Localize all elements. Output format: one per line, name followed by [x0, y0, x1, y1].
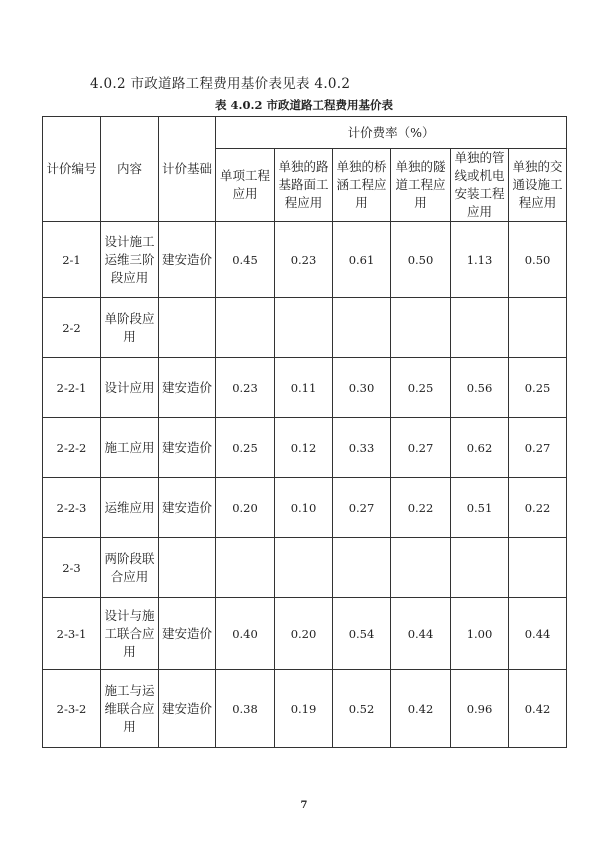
cell-rate: 0.50 [391, 222, 451, 298]
cell-rate: 1.13 [451, 222, 509, 298]
price-table [42, 116, 567, 748]
cell-rate: 0.11 [275, 358, 333, 418]
cell-basis: 建安造价 [159, 598, 216, 670]
cell-code: 2-1 [43, 222, 101, 298]
header-content: 内容 [101, 117, 159, 222]
cell-code: 2-2-1 [43, 358, 101, 418]
table-row [43, 298, 567, 358]
table-row [43, 538, 567, 598]
cell-rate [509, 298, 567, 358]
cell-rate: 0.56 [451, 358, 509, 418]
cell-rate: 0.10 [275, 478, 333, 538]
cell-rate [216, 538, 275, 598]
cell-rate: 0.52 [333, 670, 391, 748]
cell-rate: 0.33 [333, 418, 391, 478]
cell-code: 2-2 [43, 298, 101, 358]
cell-rate: 0.38 [216, 670, 275, 748]
cell-rate: 0.54 [333, 598, 391, 670]
cell-rate: 0.20 [275, 598, 333, 670]
cell-rate: 0.96 [451, 670, 509, 748]
cell-rate [333, 538, 391, 598]
cell-rate: 0.12 [275, 418, 333, 478]
cell-rate [451, 538, 509, 598]
cell-rate: 0.27 [509, 418, 567, 478]
cell-basis [159, 298, 216, 358]
cell-code: 2-3-1 [43, 598, 101, 670]
cell-basis [159, 538, 216, 598]
header-rate-2: 单独的桥涵工程应用 [333, 149, 391, 222]
cell-basis: 建安造价 [159, 478, 216, 538]
header-rate-4: 单独的管线或机电安装工程应用 [451, 149, 509, 222]
cell-content: 设计与施工联合应用 [101, 598, 159, 670]
cell-rate: 0.23 [216, 358, 275, 418]
cell-rate [275, 538, 333, 598]
table-row [43, 478, 567, 538]
cell-basis: 建安造价 [159, 670, 216, 748]
header-rate-group: 计价费率（%） [216, 117, 567, 149]
header-code: 计价编号 [43, 117, 101, 222]
table-caption: 表 4.0.2 市政道路工程费用基价表 [214, 98, 394, 112]
cell-content: 施工与运维联合应用 [101, 670, 159, 748]
cell-code: 2-2-2 [43, 418, 101, 478]
page-number: 7 [300, 800, 308, 811]
cell-rate: 0.30 [333, 358, 391, 418]
cell-rate [275, 298, 333, 358]
cell-rate: 0.62 [451, 418, 509, 478]
cell-rate: 0.61 [333, 222, 391, 298]
header-rate-1: 单独的路基路面工程应用 [275, 149, 333, 222]
cell-rate [391, 298, 451, 358]
cell-content: 设计施工运维三阶段应用 [101, 222, 159, 298]
cell-rate: 0.25 [509, 358, 567, 418]
cell-rate: 0.20 [216, 478, 275, 538]
cell-rate: 0.40 [216, 598, 275, 670]
cell-code: 2-3 [43, 538, 101, 598]
cell-code: 2-3-2 [43, 670, 101, 748]
cell-rate: 0.42 [509, 670, 567, 748]
section-heading: 4.0.2 市政道路工程费用基价表见表 4.0.2 [90, 76, 351, 92]
cell-rate [451, 298, 509, 358]
table-row [43, 670, 567, 748]
table-row [43, 418, 567, 478]
cell-rate [333, 298, 391, 358]
cell-basis: 建安造价 [159, 358, 216, 418]
header-rate-3: 单独的隧道工程应用 [391, 149, 451, 222]
cell-content: 两阶段联合应用 [101, 538, 159, 598]
cell-rate: 0.42 [391, 670, 451, 748]
cell-rate: 0.23 [275, 222, 333, 298]
cell-rate: 0.44 [391, 598, 451, 670]
cell-rate: 0.22 [391, 478, 451, 538]
cell-code: 2-2-3 [43, 478, 101, 538]
cell-rate: 0.19 [275, 670, 333, 748]
table-row [43, 222, 567, 298]
cell-rate [216, 298, 275, 358]
header-rate-5: 单独的交通设施工程应用 [509, 149, 567, 222]
cell-basis: 建安造价 [159, 222, 216, 298]
header-rate-0: 单项工程应用 [216, 149, 275, 222]
cell-rate [509, 538, 567, 598]
cell-rate: 0.27 [391, 418, 451, 478]
cell-content: 设计应用 [101, 358, 159, 418]
cell-rate: 0.51 [451, 478, 509, 538]
cell-rate: 1.00 [451, 598, 509, 670]
cell-basis: 建安造价 [159, 418, 216, 478]
cell-content: 施工应用 [101, 418, 159, 478]
cell-rate: 0.27 [333, 478, 391, 538]
cell-rate: 0.45 [216, 222, 275, 298]
header-basis: 计价基础 [159, 117, 216, 222]
cell-rate: 0.22 [509, 478, 567, 538]
table-row [43, 358, 567, 418]
table-row [43, 598, 567, 670]
cell-rate: 0.25 [216, 418, 275, 478]
cell-rate [391, 538, 451, 598]
cell-rate: 0.50 [509, 222, 567, 298]
cell-content: 运维应用 [101, 478, 159, 538]
cell-content: 单阶段应用 [101, 298, 159, 358]
cell-rate: 0.25 [391, 358, 451, 418]
cell-rate: 0.44 [509, 598, 567, 670]
